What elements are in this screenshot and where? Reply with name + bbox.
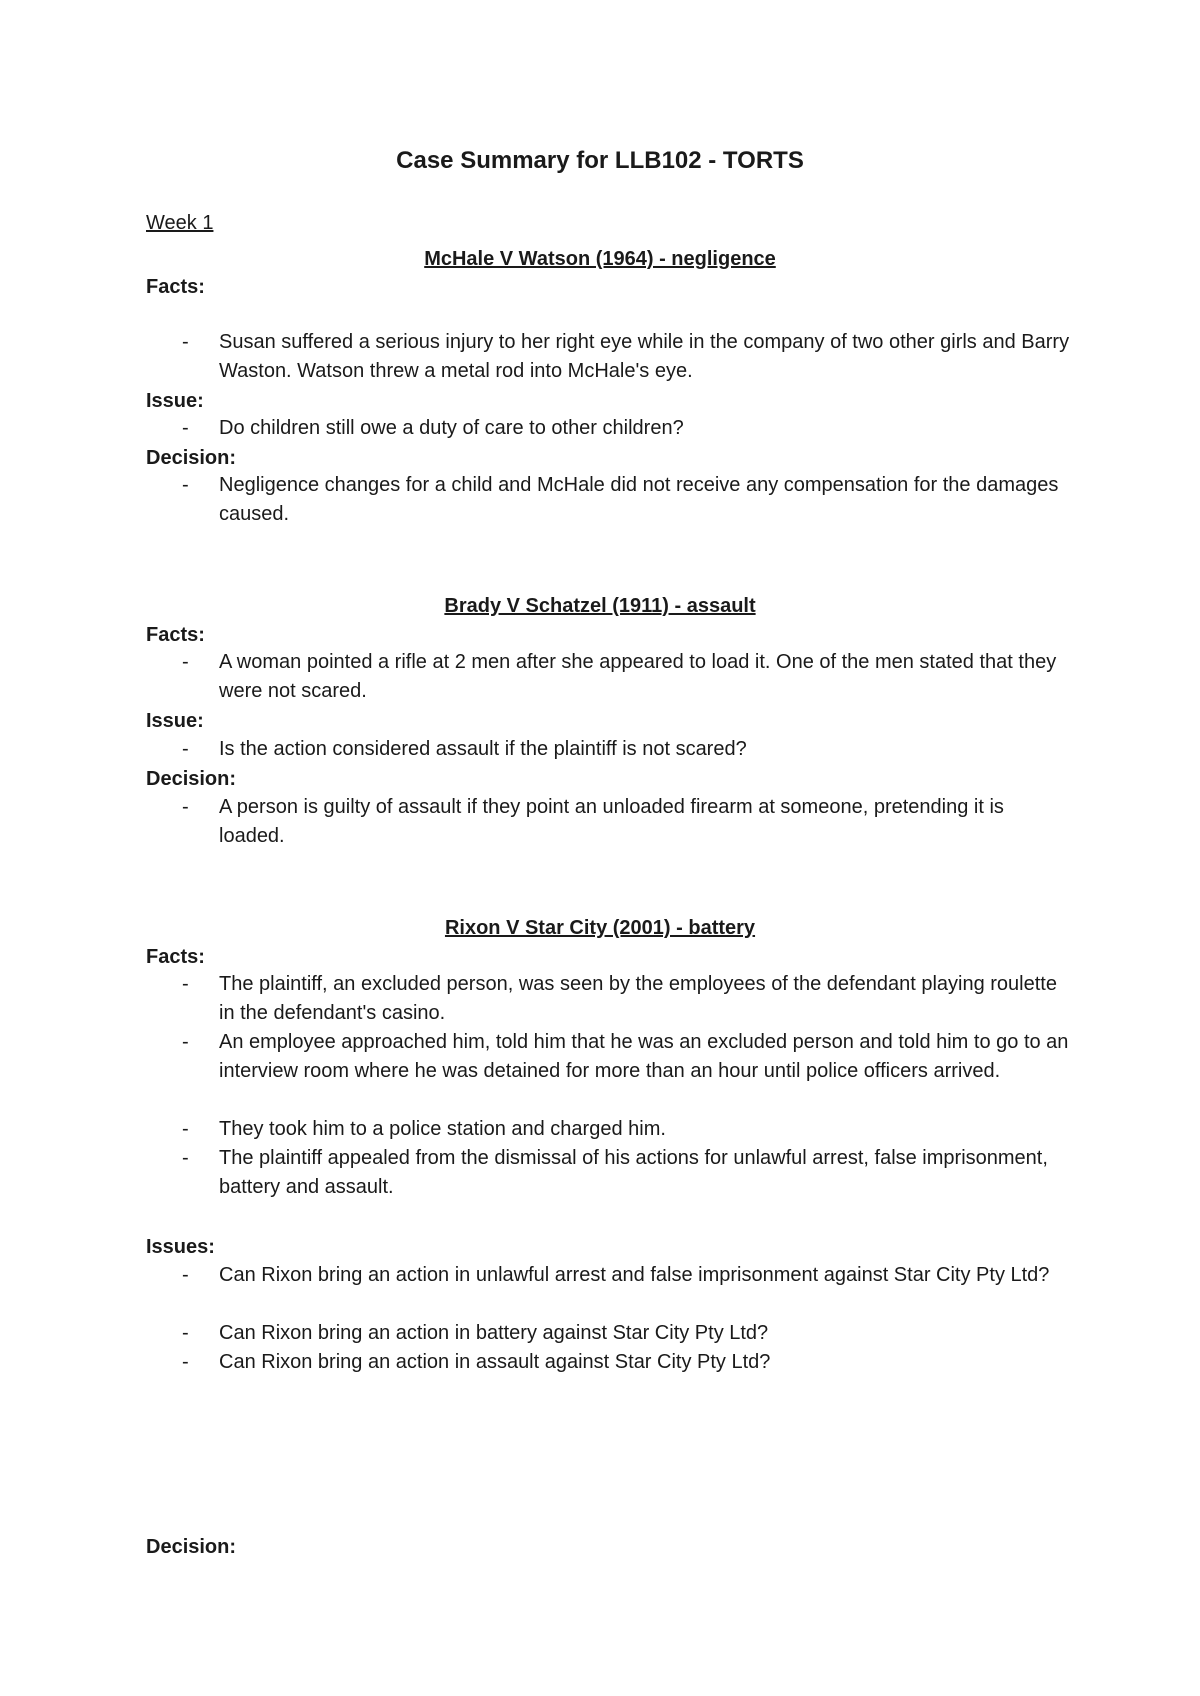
- decision-text: A person is guilty of assault if they point an unloaded firearm at someone, pretending it is loaded.: [219, 796, 1004, 847]
- fact-text: An employee approached him, told him that he was an excluded person and told him to go to an interview room where he was detained for more than an hour until police officers arrived.: [219, 1031, 1069, 1082]
- decision-label: Decision:: [146, 768, 237, 790]
- issue-text: Do children still owe a duty of care to other children?: [219, 417, 684, 439]
- bullet-dash: -: [182, 796, 189, 818]
- list-item: [182, 471, 1072, 529]
- list-item: [182, 1348, 1072, 1377]
- issue-text: Can Rixon bring an action in assault against Star City Pty Ltd?: [219, 1351, 771, 1373]
- issue-label: Issue:: [146, 710, 204, 732]
- bullet-dash: -: [182, 417, 189, 439]
- facts-label: Facts:: [146, 624, 205, 646]
- list-item: [182, 1261, 1072, 1290]
- list-item: [182, 648, 1072, 706]
- list-item: [182, 735, 1072, 764]
- fact-text: A woman pointed a rifle at 2 men after she appeared to load it. One of the men stated that they were not scared.: [219, 651, 1057, 702]
- bullet-dash: -: [182, 331, 189, 353]
- case-heading-mchale: McHale V Watson (1964) - negligence: [424, 248, 776, 270]
- document-title: Case Summary for LLB102 - TORTS: [396, 147, 804, 174]
- list-item: [182, 328, 1072, 386]
- bullet-dash: -: [182, 1264, 189, 1286]
- bullet-dash: -: [182, 651, 189, 673]
- bullet-dash: -: [182, 973, 189, 995]
- bullet-dash: -: [182, 1147, 189, 1169]
- issues-label: Issues:: [146, 1236, 215, 1258]
- fact-text: They took him to a police station and charged him.: [219, 1118, 666, 1140]
- fact-text: The plaintiff, an excluded person, was seen by the employees of the defendant playing roulette in the defendant's casino.: [219, 973, 1057, 1024]
- case-heading-brady: Brady V Schatzel (1911) - assault: [444, 595, 756, 617]
- decision-label: Decision:: [146, 1536, 237, 1558]
- bullet-dash: -: [182, 1031, 189, 1053]
- week-heading: Week 1: [146, 212, 214, 234]
- list-item: [182, 793, 1072, 851]
- fact-text: Susan suffered a serious injury to her right eye while in the company of two other girls and Barry Waston. Watson threw a metal rod into McHale's eye.: [219, 331, 1070, 382]
- issue-text: Can Rixon bring an action in battery against Star City Pty Ltd?: [219, 1322, 769, 1344]
- case-heading-rixon: Rixon V Star City (2001) - battery: [444, 917, 756, 939]
- bullet-dash: -: [182, 474, 189, 496]
- list-item: [182, 1319, 1072, 1348]
- bullet-dash: -: [182, 738, 189, 760]
- list-item: [182, 1115, 1072, 1144]
- bullet-dash: -: [182, 1322, 189, 1344]
- decision-text: Negligence changes for a child and McHale did not receive any compensation for the damages caused.: [219, 474, 1059, 525]
- list-item: [182, 1144, 1072, 1202]
- bullet-dash: -: [182, 1118, 189, 1140]
- decision-label: Decision:: [146, 447, 237, 469]
- list-item: [182, 414, 1072, 443]
- issue-text: Is the action considered assault if the plaintiff is not scared?: [219, 738, 747, 760]
- fact-text: The plaintiff appealed from the dismissal of his actions for unlawful arrest, false imprisonment, battery and assault.: [219, 1147, 1048, 1198]
- list-item: [182, 1028, 1072, 1086]
- facts-label: Facts:: [146, 946, 205, 968]
- issue-label: Issue:: [146, 390, 204, 412]
- facts-label: Facts:: [146, 276, 205, 298]
- bullet-dash: -: [182, 1351, 189, 1373]
- issue-text: Can Rixon bring an action in unlawful arrest and false imprisonment against Star City Pty Ltd?: [219, 1264, 1050, 1286]
- list-item: [182, 970, 1072, 1028]
